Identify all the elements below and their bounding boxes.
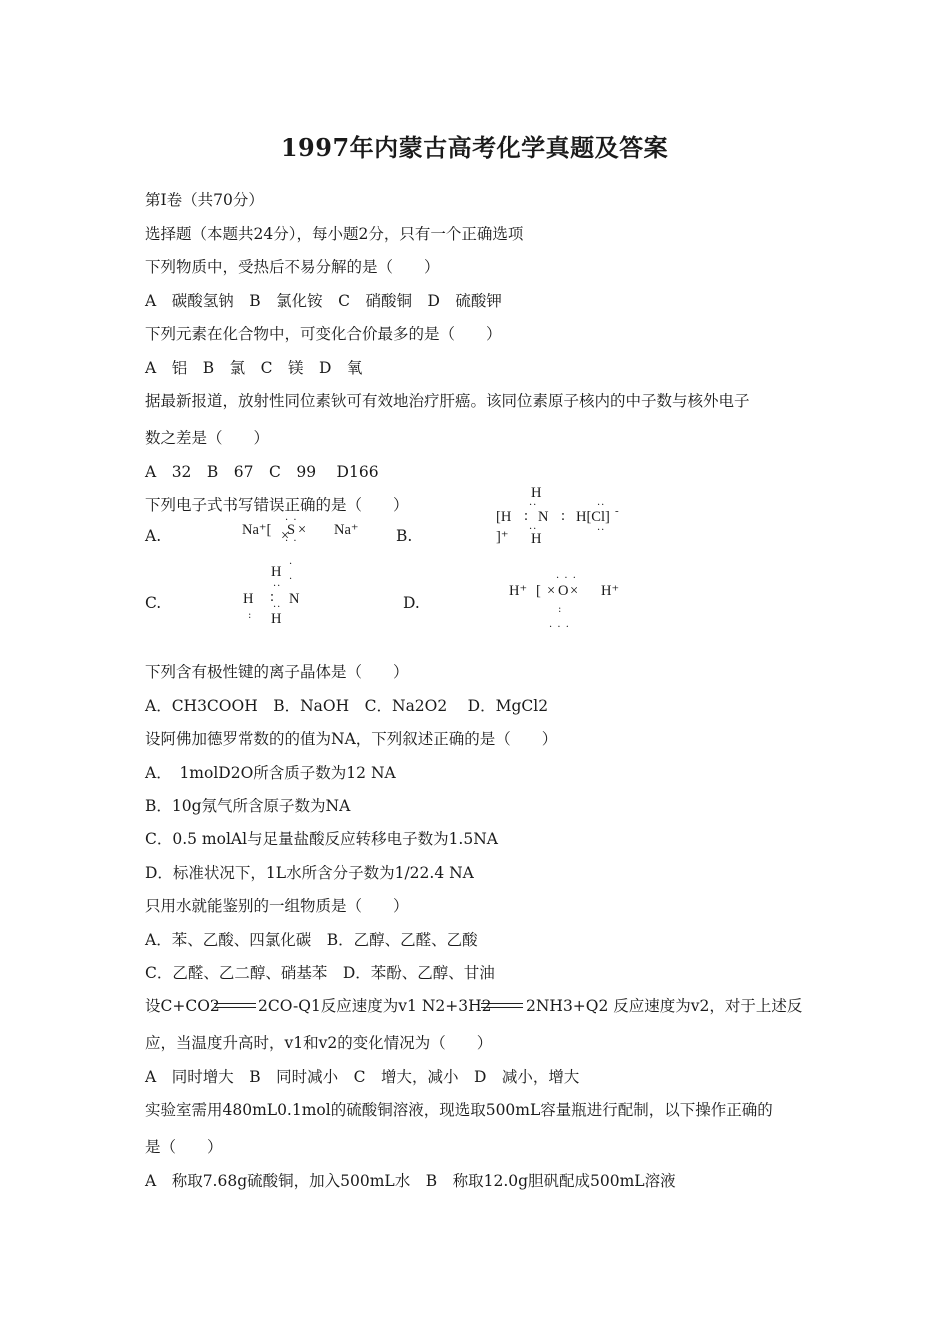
- question-3: 据最新报道，放射性同位素钬可有效地治疗肝癌。该同位素原子核内的中子数与核外电子: [145, 392, 750, 410]
- question-8-part-3: 2NH3+Q2 反应速度为v2，对于上述反: [526, 997, 803, 1015]
- question-6-option-c: C．0.5 molAl与足量盐酸反应转移电子数为1.5NA: [145, 830, 498, 848]
- option-d-h-left: H⁺: [509, 583, 528, 599]
- question-8-part-2: 2CO-Q1反应速度为v1 N2+3H2: [258, 997, 492, 1015]
- question-6-option-d: D．标准状况下，1L水所含分子数为1/22.4 NA: [145, 864, 474, 882]
- option-a-dots-bottom: · ·: [285, 536, 298, 547]
- question-6: 设阿佛加德罗常数的的值为NA，下列叙述正确的是（ ）: [145, 730, 558, 748]
- option-d-oxygen: O: [558, 583, 569, 599]
- question-9: 实验室需用480mL0.1mol的硫酸铜溶液，现选取500mL容量瓶进行配制，以下操作正确的: [145, 1101, 773, 1119]
- question-9-continued: 是（ ）: [145, 1138, 223, 1156]
- question-5: 下列含有极性键的离子晶体是（ ）: [145, 663, 409, 681]
- option-a-dots-top: · ·: [285, 515, 298, 526]
- question-7-options-ab: A．苯、乙酸、四氯化碳 B．乙醇、乙醛、乙酸: [145, 931, 478, 949]
- option-b-hcl: H[Cl]: [576, 509, 610, 525]
- question-8-continued: 应，当温度升高时，v1和v2的变化情况为（ ）: [145, 1034, 493, 1052]
- option-a-na-right: Na⁺: [334, 522, 359, 538]
- option-c-dots-upper: ·: [289, 559, 294, 570]
- option-d-dots-top: · · ·: [556, 573, 577, 584]
- option-c-dots-n-bottom: ··: [273, 602, 282, 613]
- option-a-cross: ×: [298, 522, 307, 538]
- option-c-h-bottom: H: [271, 611, 282, 627]
- option-b-dots-top: ··: [529, 500, 538, 511]
- option-c-dots-mid: ·: [289, 574, 294, 585]
- question-4: 下列电子式书写错误正确的是（ ）: [145, 496, 409, 514]
- question-2: 下列元素在化合物中，可变化合价最多的是（ ）: [145, 325, 502, 343]
- equilibrium-arrow-2: [481, 1002, 523, 1010]
- section-heading: 第Ⅰ卷（共70分）: [145, 191, 264, 209]
- option-c-nitrogen: N: [289, 591, 300, 607]
- option-d-h-right: H⁺: [601, 583, 620, 599]
- option-d-cross-left: ×: [547, 583, 556, 599]
- question-6-option-b: B．10g氖气所含原子数为NA: [145, 797, 351, 815]
- option-b-h-bottom: H: [531, 531, 542, 547]
- question-7: 只用水就能鉴别的一组物质是（ ）: [145, 897, 409, 915]
- option-b-bracket-h: [H: [496, 509, 512, 525]
- question-3-options: A 32 B 67 C 99 D166: [145, 463, 379, 481]
- option-d-dots-mid: :: [558, 604, 563, 615]
- option-a-sulfur: S: [287, 522, 296, 538]
- question-3-continued: 数之差是（ ）: [145, 429, 270, 447]
- option-c-h-left: H: [243, 591, 254, 607]
- question-8-part-1: 设C+CO2: [145, 997, 220, 1015]
- option-b-minus: -: [615, 505, 619, 517]
- option-b-bracket-end: ]⁺: [496, 529, 509, 545]
- page-title: 1997年内蒙古高考化学真题及答案: [280, 133, 669, 162]
- option-d-label: D.: [403, 594, 420, 612]
- question-8-options: A 同时增大 B 同时减小 C 增大，减小 D 减小，增大: [145, 1068, 580, 1086]
- option-c-h-top: H: [271, 564, 282, 580]
- option-d-dots-bottom: · · ·: [549, 622, 570, 633]
- option-c-dots-n-top: ··: [273, 581, 282, 592]
- option-b-cl-dots-bottom: ··: [597, 525, 606, 536]
- option-c-dots-left: :: [248, 610, 253, 621]
- section-instructions: 选择题（本题共24分），每小题2分，只有一个正确选项: [145, 225, 524, 243]
- option-b-colon-right: :: [561, 508, 566, 524]
- option-a-na-left: Na⁺[: [242, 522, 272, 538]
- question-7-options-cd: C．乙醛、乙二醇、硝基苯 D．苯酚、乙醇、甘油: [145, 964, 495, 982]
- question-1-options: A 碳酸氢钠 B 氯化铵 C 硝酸铜 D 硫酸钾: [145, 292, 502, 310]
- option-c-colon: :: [270, 589, 275, 605]
- option-b-nitrogen: N: [538, 509, 549, 525]
- option-b-h-top: H: [531, 485, 542, 501]
- option-b-dots-bottom: ··: [529, 524, 538, 535]
- option-a-label: A.: [145, 527, 162, 545]
- question-2-options: A 铝 B 氯 C 镁 D 氧: [145, 359, 363, 377]
- question-9-options: A 称取7.68g硫酸铜，加入500mL水 B 称取12.0g胆矾配成500mL溶液: [145, 1172, 676, 1190]
- question-6-option-a: A． 1molD2O所含质子数为12 NA: [145, 764, 396, 782]
- question-1: 下列物质中，受热后不易分解的是（ ）: [145, 258, 440, 276]
- option-b-label: B.: [396, 527, 413, 545]
- equilibrium-arrow-1: [214, 1002, 256, 1010]
- option-d-bracket: [: [536, 583, 541, 599]
- option-c-label: C.: [145, 594, 162, 612]
- option-a-cross-left: ×: [281, 528, 290, 544]
- question-5-options: A．CH3COOH B．NaOH C．Na2O2 D．MgCl2: [145, 697, 549, 715]
- option-b-colon-left: :: [524, 508, 529, 524]
- option-d-cross-right: ×: [570, 583, 579, 599]
- option-b-cl-dots-top: ··: [597, 500, 606, 511]
